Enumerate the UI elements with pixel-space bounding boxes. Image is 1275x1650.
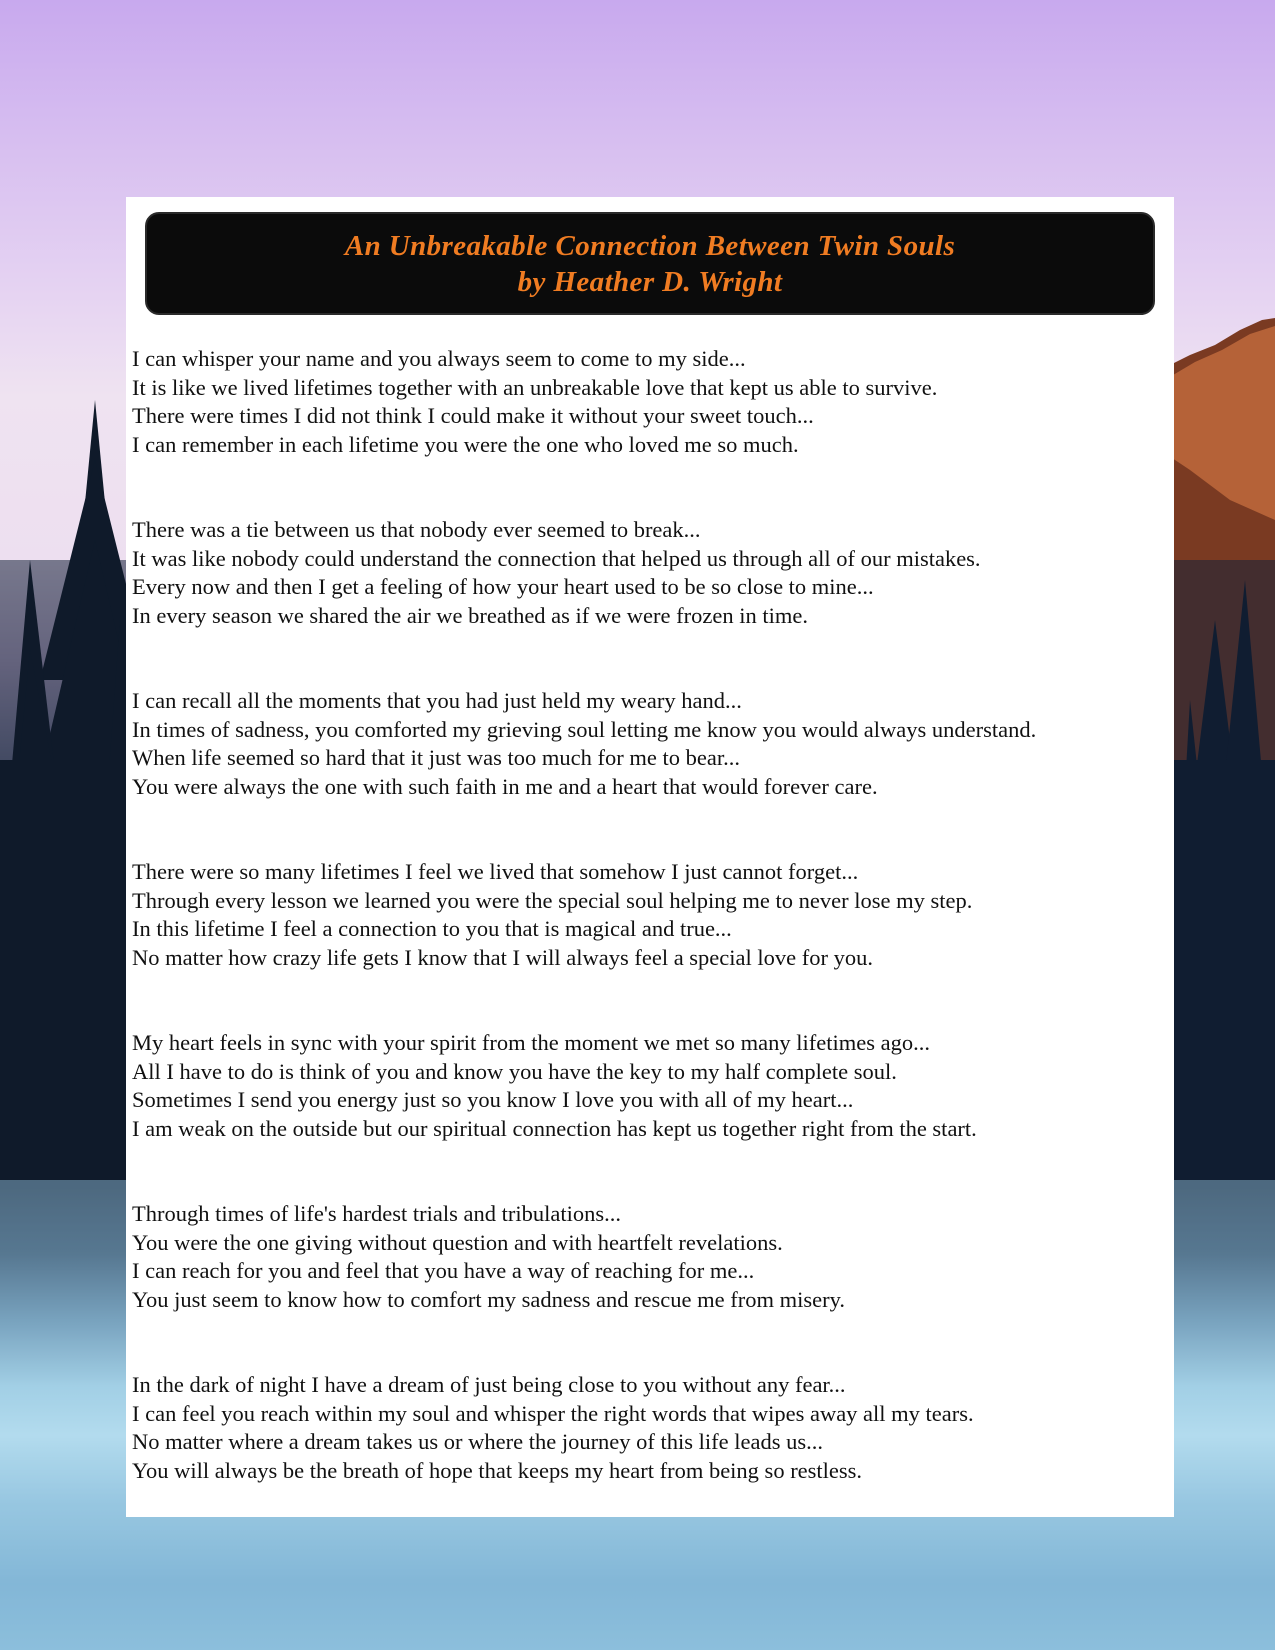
poem-line: No matter how crazy life gets I know that I will always feel a special love for you. <box>132 944 873 970</box>
poem-line: Through times of life's hardest trials and tribulations... <box>132 1201 621 1226</box>
poem-line: I can whisper your name and you always seem to come to my side... <box>132 346 746 371</box>
title-banner <box>145 212 1155 315</box>
poem-line: You will always be the breath of hope that keeps my heart from being so restless. <box>132 1457 863 1483</box>
poem-line: There was a tie between us that nobody ever seemed to break... <box>132 517 701 542</box>
poem-line: You were the one giving without question and with heartfelt revelations. <box>132 1229 783 1255</box>
poem-author: by Heather D. Wright <box>517 265 783 298</box>
poem-line: In times of sadness, you comforted my grieving soul letting me know you would always understand. <box>132 716 1037 742</box>
poem-line: In every season we shared the air we breathed as if we were frozen in time. <box>132 602 808 628</box>
poem-line: In the dark of night I have a dream of just being close to you without any fear... <box>132 1372 846 1397</box>
poem-line: My heart feels in sync with your spirit from the moment we met so many lifetimes ago... <box>132 1030 930 1055</box>
poem-line: I can reach for you and feel that you have a way of reaching for me... <box>132 1258 755 1283</box>
poem-line: All I have to do is think of you and know you have the key to my half complete soul. <box>132 1058 897 1084</box>
poem-line: I can recall all the moments that you had just held my weary hand... <box>132 688 742 713</box>
stanza <box>132 687 1172 801</box>
stanza <box>132 516 1172 630</box>
poem-line: In this lifetime I feel a connection to you that is magical and true... <box>132 916 732 941</box>
stanza <box>132 1029 1172 1143</box>
poem-line: There were so many lifetimes I feel we lived that somehow I just cannot forget... <box>132 859 859 884</box>
poem-line: It is like we lived lifetimes together with an unbreakable love that kept us able to survive. <box>132 374 938 400</box>
stanza <box>132 1200 1172 1314</box>
poem-line: I am weak on the outside but our spiritual connection has kept us together right from the start. <box>132 1115 977 1141</box>
poem-line: Through every lesson we learned you were the special soul helping me to never lose my step. <box>132 887 973 913</box>
poem-panel <box>126 197 1174 1517</box>
poem-line: No matter where a dream takes us or where the journey of this life leads us... <box>132 1429 824 1454</box>
poem-line: You were always the one with such faith in me and a heart that would forever care. <box>132 773 878 799</box>
stanza <box>132 1371 1172 1485</box>
stanza <box>132 858 1172 972</box>
poem-line: Every now and then I get a feeling of how your heart used to be so close to mine... <box>132 574 874 599</box>
poem-body <box>132 345 1172 1542</box>
poem-line: It was like nobody could understand the connection that helped us through all of our mistakes. <box>132 545 981 571</box>
stanza <box>132 345 1172 459</box>
poem-line: You just seem to know how to comfort my sadness and rescue me from misery. <box>132 1286 846 1312</box>
poem-line: There were times I did not think I could make it without your sweet touch... <box>132 403 814 428</box>
poem-line: I can feel you reach within my soul and whisper the right words that wipes away all my tears. <box>132 1400 974 1426</box>
poem-title: An Unbreakable Connection Between Twin Souls <box>344 229 956 262</box>
poem-line: I can remember in each lifetime you were the one who loved me so much. <box>132 431 799 457</box>
poem-line: Sometimes I send you energy just so you know I love you with all of my heart... <box>132 1087 854 1112</box>
poem-line: When life seemed so hard that it just was too much for me to bear... <box>132 745 740 770</box>
